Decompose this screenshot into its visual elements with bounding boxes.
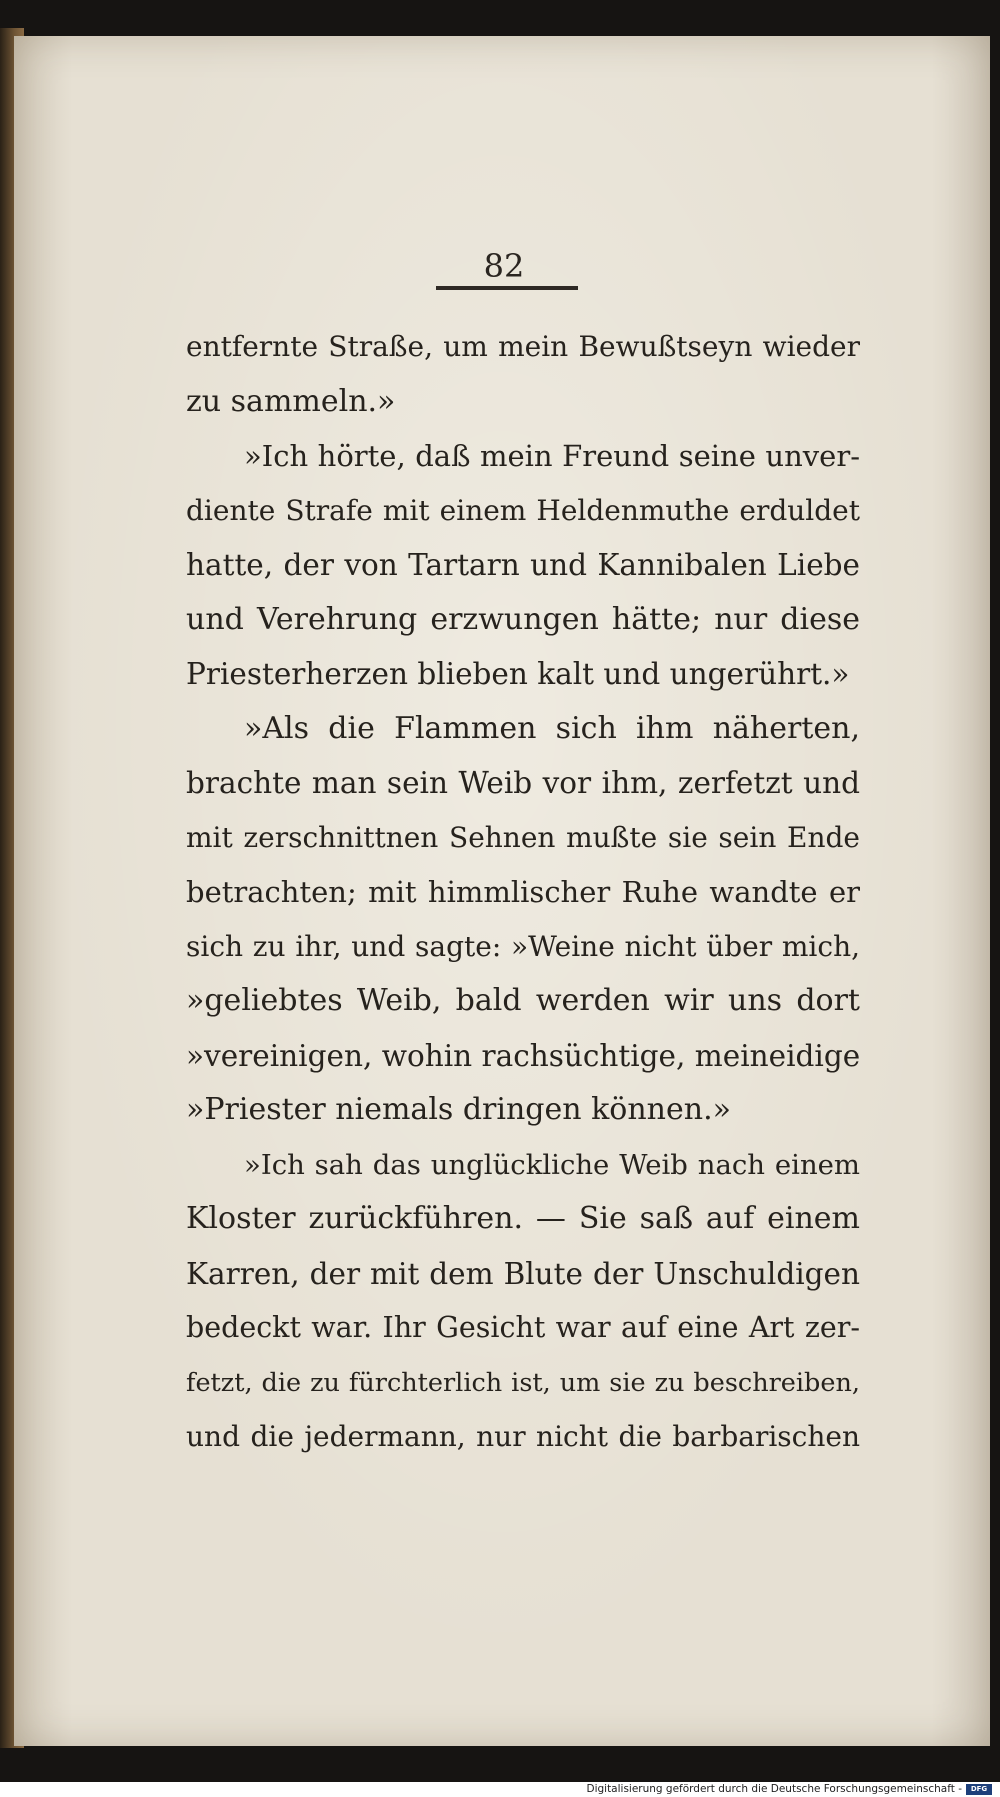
text-line: »Als die Flammen sich ihm näherten, <box>244 710 860 746</box>
text-line: zu sammeln.» <box>186 383 396 419</box>
text-line: »geliebtes Weib, bald werden wir uns dort <box>186 983 860 1018</box>
text-line: »vereinigen, wohin rachsüchtige, meineidige <box>186 1038 860 1073</box>
body-text <box>186 320 860 1465</box>
text-line: »Priester niemals dringen können.» <box>186 1092 731 1127</box>
text-line: »Ich sah das unglückliche Weib nach einem <box>244 1148 860 1181</box>
digitization-footer <box>0 1782 1000 1797</box>
header-rule <box>436 286 578 290</box>
text-line: sich zu ihr, und sagte: »Weine nicht über mich, <box>186 929 860 963</box>
text-line: diente Strafe mit einem Heldenmuthe erduldet <box>186 493 860 527</box>
text-line: Kloster zurückführen. — Sie saß auf einem <box>186 1201 860 1236</box>
text-line: entfernte Straße, um mein Bewußtseyn wieder <box>186 330 860 363</box>
dfg-logo-icon: DFG <box>966 1784 992 1795</box>
text-line: Priesterherzen blieben kalt und ungerührt.» <box>186 657 850 691</box>
text-line: »Ich hörte, daß mein Freund seine unver- <box>244 439 860 473</box>
text-line: mit zerschnittnen Sehnen mußte sie sein Ende <box>186 820 860 854</box>
text-line: hatte, der von Tartarn und Kannibalen Liebe <box>186 548 860 582</box>
text-line: betrachten; mit himmlischer Ruhe wandte er <box>186 875 860 909</box>
funding-credit: Digitalisierung gefördert durch die Deutsche Forschungsgemeinschaft - <box>586 1783 962 1795</box>
text-line: brachte man sein Weib vor ihm, zerfetzt und <box>186 766 860 800</box>
text-line: und Verehrung erzwungen hätte; nur diese <box>186 601 860 637</box>
text-line: bedeckt war. Ihr Gesicht war auf eine Art zer- <box>186 1311 860 1344</box>
page-number: 82 <box>483 247 525 285</box>
text-line: Karren, der mit dem Blute der Unschuldigen <box>186 1256 860 1291</box>
text-line: fetzt, die zu fürchterlich ist, um sie zu beschreiben, <box>186 1367 860 1398</box>
text-line: und die jedermann, nur nicht die barbarischen <box>186 1420 860 1453</box>
